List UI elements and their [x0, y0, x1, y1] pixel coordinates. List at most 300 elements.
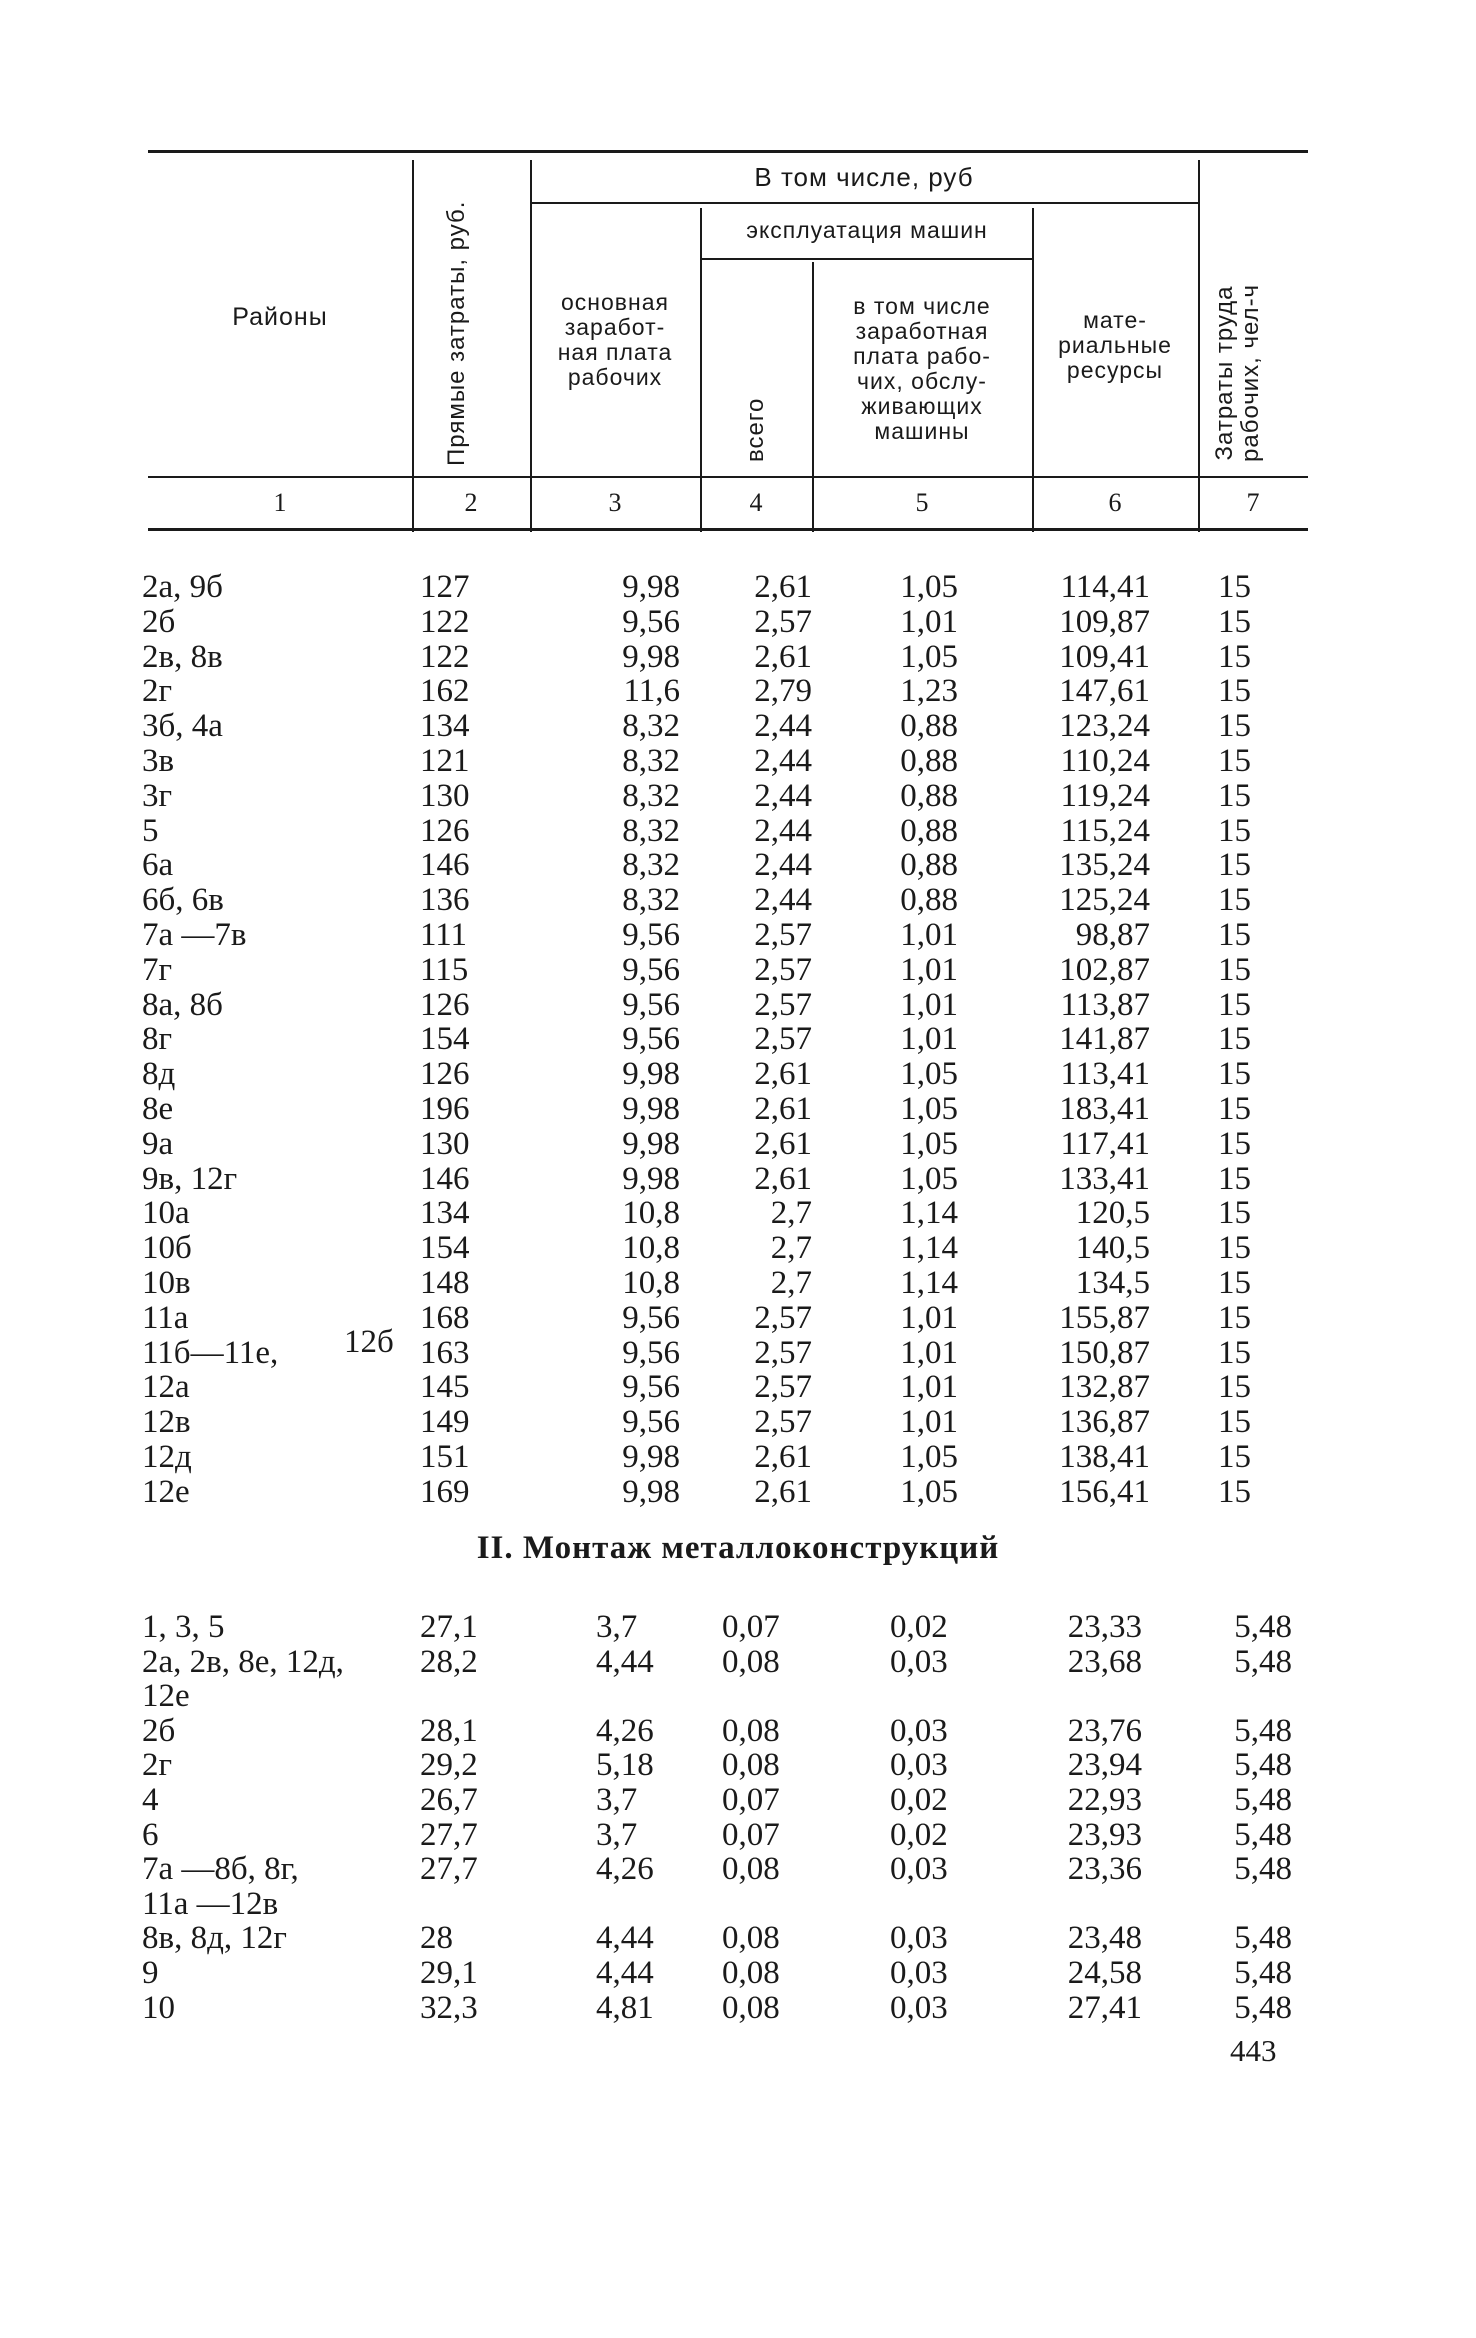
table-cell-col4: 0,08	[722, 1712, 780, 1749]
table-cell-col2: 148	[420, 1265, 470, 1301]
table-cell-col2: 149	[420, 1404, 470, 1441]
table-cell-col2: 130	[420, 777, 470, 814]
table-cell-col3: 9,98	[622, 1091, 680, 1127]
table-cell-col3: 4,44	[596, 1955, 654, 1991]
table-cell-col4: 2,61	[754, 638, 812, 675]
table-row	[0, 1162, 1476, 1197]
table-cell-col3: 9,56	[622, 917, 680, 953]
table-cell-col2: 27,7	[420, 1851, 478, 1888]
table-row	[0, 1610, 1476, 1645]
table-row	[0, 1818, 1476, 1853]
table-cell-col4: 2,57	[754, 951, 812, 988]
table-row	[0, 1440, 1476, 1475]
table-cell-col3: 9,98	[622, 569, 680, 605]
table-cell-col3: 8,32	[622, 708, 680, 745]
table-cell-col7: 15	[1218, 917, 1251, 953]
table-cell-col4: 2,44	[754, 708, 812, 745]
table-cell-col7: 15	[1218, 1021, 1251, 1058]
table-cell-col6: 156,41	[1059, 1473, 1150, 1510]
table-cell-col6: 134,5	[1075, 1265, 1150, 1301]
table-cell-col4: 0,08	[722, 1747, 780, 1784]
table-cell-col5: 1,23	[900, 673, 958, 710]
table-cell-col1: 7а —7в	[142, 917, 247, 953]
table-cell-col1: 3в	[142, 743, 175, 779]
table-cell-col1: 6а	[142, 847, 174, 884]
table-cell-col7: 5,48	[1234, 1989, 1292, 2026]
table-cell-col6: 135,24	[1059, 847, 1150, 884]
table-row	[0, 1852, 1476, 1887]
table-cell-col7: 15	[1218, 708, 1251, 745]
table-cell-col1: 2б	[142, 1712, 176, 1749]
table-cell-col4: 0,07	[722, 1816, 780, 1853]
table-cell-col7: 5,48	[1234, 1782, 1292, 1818]
table-row	[0, 1022, 1476, 1057]
table-cell-col1: 6б, 6в	[142, 882, 224, 919]
table-cell-col7: 15	[1218, 986, 1251, 1023]
column-number-6: 6	[1108, 488, 1122, 517]
table-cell-col7: 15	[1218, 1195, 1251, 1232]
table-cell-col3: 8,32	[622, 743, 680, 779]
table-row	[0, 570, 1476, 605]
table-cell-col5: 1,01	[900, 1021, 958, 1058]
table-cell-col6: 133,41	[1059, 1160, 1150, 1197]
table-cell-col1: 8а, 8б	[142, 986, 223, 1023]
table-cell-col7: 15	[1218, 743, 1251, 779]
table-cell-col3: 9,56	[622, 603, 680, 640]
table-cell-col1: 3б, 4а	[142, 708, 223, 745]
table-cell-col2: 115	[420, 951, 469, 988]
table-cell-col7: 5,48	[1234, 1955, 1292, 1991]
table-cell-col7: 5,48	[1234, 1920, 1292, 1957]
table-cell-col1: 11а —12в	[142, 1885, 279, 1922]
table-cell-col5: 1,05	[900, 1091, 958, 1127]
table-cell-col6: 132,87	[1059, 1369, 1150, 1406]
table-cell-col1: 10в	[142, 1265, 191, 1301]
table-row	[0, 1956, 1476, 1991]
table-cell-col4: 2,7	[770, 1265, 812, 1301]
table-cell-col4: 2,57	[754, 1404, 812, 1441]
table-row	[0, 1336, 1476, 1371]
table-cell-col2: 122	[420, 638, 470, 675]
table-cell-col3: 9,98	[622, 1125, 680, 1162]
table-cell-col7: 15	[1218, 882, 1251, 919]
table-cell-col1: 11а	[142, 1299, 189, 1336]
table-cell-col1: 8е	[142, 1091, 174, 1127]
table-cell-col5: 1,01	[900, 951, 958, 988]
table-cell-col1: 10б	[142, 1230, 192, 1267]
table-cell-col1: 8в, 8д, 12г	[142, 1920, 287, 1957]
table-cell-col6: 23,33	[1067, 1609, 1142, 1645]
table-cell-col2: 169	[420, 1473, 470, 1510]
table-row	[0, 1057, 1476, 1092]
table-cell-col4: 0,07	[722, 1609, 780, 1645]
table-cell-col5: 1,01	[900, 917, 958, 953]
table-cell-col2: 127	[420, 569, 470, 605]
table-cell-col1: 11б—11е,	[142, 1334, 279, 1371]
table-cell-col3: 3,7	[596, 1816, 638, 1853]
table-row	[0, 918, 1476, 953]
header-machines-total: всего	[742, 397, 769, 462]
table-cell-col6: 125,24	[1059, 882, 1150, 919]
table-cell-col7: 5,48	[1234, 1851, 1292, 1888]
table-row	[0, 1301, 1476, 1336]
table-cell-col3: 9,98	[622, 1160, 680, 1197]
table-cell-col2: 28,1	[420, 1712, 478, 1749]
table-cell-col4: 2,44	[754, 743, 812, 779]
table-cell-col2: 26,7	[420, 1782, 478, 1818]
table-cell-col6: 119,24	[1060, 777, 1150, 814]
table-cell-col6: 23,76	[1067, 1712, 1142, 1749]
table-cell-col5: 0,03	[890, 1643, 948, 1680]
table-cell-col2: 145	[420, 1369, 470, 1406]
table-row	[0, 988, 1476, 1023]
table-cell-col2: 121	[420, 743, 470, 779]
table-row	[0, 779, 1476, 814]
table-cell-col2: 29,1	[420, 1955, 478, 1991]
header-labor-costs: Затраты труда рабочих, чел-ч	[1211, 283, 1264, 462]
table-cell-col5: 0,03	[890, 1989, 948, 2026]
table-cell-col3: 10,8	[622, 1195, 680, 1232]
table-cell-col2: 196	[420, 1091, 470, 1127]
table-cell-col2: 27,1	[420, 1609, 478, 1645]
table-row	[0, 1092, 1476, 1127]
table-cell-col2: 122	[420, 603, 470, 640]
table-cell-col1: 2а, 2в, 8е, 12д,	[142, 1643, 344, 1680]
table-cell-col7: 15	[1218, 673, 1251, 710]
table-cell-col6: 24,58	[1067, 1955, 1142, 1991]
table-cell-col1: 2г	[142, 1747, 173, 1784]
table-cell-col3: 9,56	[622, 1404, 680, 1441]
table-row	[0, 1196, 1476, 1231]
table-cell-col5: 0,03	[890, 1955, 948, 1991]
table-cell-col3: 9,98	[622, 1439, 680, 1475]
table-cell-col6: 109,41	[1059, 638, 1150, 675]
table-cell-col1: 12а	[142, 1369, 190, 1406]
table-cell-col4: 2,57	[754, 603, 812, 640]
table-cell-col3: 9,56	[622, 951, 680, 988]
table-cell-col1: 2а, 9б	[142, 569, 223, 605]
table-cell-col6: 138,41	[1059, 1439, 1150, 1475]
table-cell-col4: 2,7	[770, 1230, 812, 1267]
table-cell-col3: 8,32	[622, 847, 680, 884]
table-cell-col5: 1,01	[900, 1404, 958, 1441]
table-cell-col2: 29,2	[420, 1747, 478, 1784]
header-direct-costs: Прямые затраты, руб.	[443, 200, 470, 466]
table-cell-col4: 2,57	[754, 1299, 812, 1336]
table-cell-col7: 15	[1218, 1439, 1251, 1475]
table-cell-col4: 2,61	[754, 1439, 812, 1475]
table-cell-col1: 2в, 8в	[142, 638, 223, 675]
table-cell-col2: 111	[420, 917, 468, 953]
table-cell-col4: 2,61	[754, 1473, 812, 1510]
table-cell-col5: 1,14	[900, 1265, 958, 1301]
table-cell-col3: 3,7	[596, 1609, 638, 1645]
table-cell-col7: 15	[1218, 1299, 1251, 1336]
table-cell-col6: 102,87	[1059, 951, 1150, 988]
table-cell-col3: 9,56	[622, 1369, 680, 1406]
table-cell-col7: 15	[1218, 1404, 1251, 1441]
table-cell-col3: 3,7	[596, 1782, 638, 1818]
table-cell-col1: 9	[142, 1955, 159, 1991]
table-cell-col3: 9,56	[622, 1299, 680, 1336]
table-row	[0, 953, 1476, 988]
table-cell-col5: 1,01	[900, 1369, 958, 1406]
table-cell-col3: 9,98	[622, 638, 680, 675]
table-cell-col6: 114,41	[1060, 569, 1150, 605]
table-cell-col2: 134	[420, 1195, 470, 1232]
column-number-5: 5	[915, 488, 929, 517]
table-cell-col7: 5,48	[1234, 1712, 1292, 1749]
table-cell-col6: 23,48	[1067, 1920, 1142, 1957]
table-cell-col1: 9а	[142, 1125, 174, 1162]
table-cell-col5: 0,03	[890, 1712, 948, 1749]
table-cell-col5: 0,88	[900, 882, 958, 919]
table-cell-col3: 8,32	[622, 882, 680, 919]
table-cell-col3: 9,98	[622, 1473, 680, 1510]
header-base-wage: основная заработ- ная плата рабочих	[557, 289, 673, 390]
table-cell-col2: 162	[420, 673, 470, 710]
table-row	[0, 1991, 1476, 2026]
table-cell-col6: 109,87	[1059, 603, 1150, 640]
table-cell-col5: 0,02	[890, 1816, 948, 1853]
table-row	[0, 883, 1476, 918]
table-cell-col2: 126	[420, 986, 470, 1023]
table-cell-col5: 0,88	[900, 708, 958, 745]
column-number-1: 1	[273, 488, 287, 517]
table-cell-col7: 15	[1218, 1473, 1251, 1510]
table-cell-col5: 1,01	[900, 603, 958, 640]
table-cell-col4: 2,44	[754, 882, 812, 919]
table-cell-col1: 3г	[142, 777, 173, 814]
table-cell-col6: 136,87	[1059, 1404, 1150, 1441]
table-cell-col1: 8г	[142, 1021, 173, 1058]
table-cell-col6: 183,41	[1059, 1091, 1150, 1127]
table-row	[0, 1748, 1476, 1783]
table-cell-col5: 1,05	[900, 569, 958, 605]
table-cell-col4: 2,44	[754, 777, 812, 814]
table-cell-col4: 2,79	[754, 673, 812, 710]
table-header	[148, 150, 1308, 535]
table-cell-col1: 7а —8б, 8г,	[142, 1851, 299, 1888]
column-number-3: 3	[608, 488, 622, 517]
table-row	[0, 1231, 1476, 1266]
table-cell-col1: 8д	[142, 1056, 176, 1093]
table-cell-col3: 5,18	[596, 1747, 654, 1784]
table-cell-col7: 15	[1218, 847, 1251, 884]
column-number-7: 7	[1246, 488, 1260, 517]
table-row	[0, 848, 1476, 883]
table-cell-col1: 12е	[142, 1678, 190, 1715]
table-cell-col5: 1,05	[900, 1160, 958, 1197]
table-cell-col1: 2г	[142, 673, 173, 710]
table-cell-col5: 1,05	[900, 1125, 958, 1162]
table-cell-col2: 136	[420, 882, 470, 919]
table-row	[0, 814, 1476, 849]
table-cell-col5: 1,01	[900, 986, 958, 1023]
table-cell-col4: 0,08	[722, 1955, 780, 1991]
table-cell-col4: 2,44	[754, 847, 812, 884]
table-cell-col1: 10а	[142, 1195, 190, 1232]
table-cell-col7: 15	[1218, 1369, 1251, 1406]
table-row	[0, 1714, 1476, 1749]
table-cell-col1: 12д	[142, 1439, 192, 1475]
table-cell-col6: 110,24	[1060, 743, 1150, 779]
table-cell-col2: 126	[420, 812, 470, 849]
table-cell-col6: 147,61	[1059, 673, 1150, 710]
table-cell-col6: 150,87	[1059, 1334, 1150, 1371]
table-row	[0, 674, 1476, 709]
table-cell-col1: 2б	[142, 603, 176, 640]
header-including-rub: В том числе, руб	[754, 162, 974, 192]
table-cell-col2: 28,2	[420, 1643, 478, 1680]
table-row	[0, 605, 1476, 640]
table-cell-col7: 15	[1218, 638, 1251, 675]
table-cell-col1: 9в, 12г	[142, 1160, 238, 1197]
table-cell-col2: 27,7	[420, 1816, 478, 1853]
table-cell-col3: 10,8	[622, 1230, 680, 1267]
table-cell-col3: 4,26	[596, 1712, 654, 1749]
table-cell-col7: 5,48	[1234, 1816, 1292, 1853]
table-cell-col5: 0,03	[890, 1851, 948, 1888]
table-cell-col5: 0,88	[900, 847, 958, 884]
table-cell-col2: 168	[420, 1299, 470, 1336]
table-cell-col6: 113,41	[1060, 1056, 1150, 1093]
table-cell-col7: 5,48	[1234, 1643, 1292, 1680]
table-cell-col3: 8,32	[622, 777, 680, 814]
table-cell-col3: 9,56	[622, 986, 680, 1023]
table-cell-col2: 134	[420, 708, 470, 745]
table-cell-col5: 0,02	[890, 1609, 948, 1645]
table-cell-col3: 8,32	[622, 812, 680, 849]
table-cell-col5: 1,05	[900, 1439, 958, 1475]
table-row	[0, 1921, 1476, 1956]
table-cell-col4: 2,61	[754, 1160, 812, 1197]
table-cell-col2: 151	[420, 1439, 470, 1475]
table-cell-col4: 2,44	[754, 812, 812, 849]
table-cell-col2: 28	[420, 1920, 453, 1957]
table-cell-col5: 1,05	[900, 1473, 958, 1510]
table-row	[0, 1645, 1476, 1680]
row-extra-label: 12б	[344, 1324, 394, 1360]
table-cell-col2: 146	[420, 847, 470, 884]
table-row	[0, 1475, 1476, 1510]
table-cell-col6: 120,5	[1075, 1195, 1150, 1232]
table-cell-col1: 4	[142, 1782, 159, 1818]
table-cell-col4: 0,07	[722, 1782, 780, 1818]
table-row	[0, 709, 1476, 744]
table-cell-col1: 10	[142, 1989, 175, 2026]
table-cell-col6: 98,87	[1075, 917, 1150, 953]
table-cell-col3: 9,56	[622, 1334, 680, 1371]
table-cell-col1: 7г	[142, 951, 173, 988]
table-cell-col7: 5,48	[1234, 1609, 1292, 1645]
table-cell-col4: 2,57	[754, 1021, 812, 1058]
table-cell-col5: 0,03	[890, 1920, 948, 1957]
table-row	[0, 1266, 1476, 1301]
table-cell-col7: 15	[1218, 1091, 1251, 1127]
table-cell-col6: 23,93	[1067, 1816, 1142, 1853]
section-title: II. Монтаж металлоконструкций	[476, 1530, 1000, 1566]
table-cell-col5: 0,88	[900, 743, 958, 779]
table-row	[0, 1887, 1476, 1922]
table-cell-col7: 15	[1218, 1265, 1251, 1301]
table-cell-col4: 0,08	[722, 1989, 780, 2026]
table-cell-col6: 23,36	[1067, 1851, 1142, 1888]
table-cell-col7: 15	[1218, 1125, 1251, 1162]
table-cell-col1: 1, 3, 5	[142, 1609, 225, 1645]
table-cell-col3: 4,44	[596, 1643, 654, 1680]
table-cell-col4: 2,57	[754, 986, 812, 1023]
table-cell-col3: 4,81	[596, 1989, 654, 2026]
table-cell-col4: 2,7	[770, 1195, 812, 1232]
table-cell-col6: 23,68	[1067, 1643, 1142, 1680]
table-cell-col4: 2,57	[754, 1369, 812, 1406]
table-cell-col6: 123,24	[1059, 708, 1150, 745]
table-cell-col3: 4,44	[596, 1920, 654, 1957]
table-cell-col6: 27,41	[1067, 1989, 1142, 2026]
table-cell-col4: 0,08	[722, 1851, 780, 1888]
table-cell-col5: 1,14	[900, 1195, 958, 1232]
table-cell-col5: 0,03	[890, 1747, 948, 1784]
table-cell-col3: 4,26	[596, 1851, 654, 1888]
table-cell-col4: 2,61	[754, 1091, 812, 1127]
table-cell-col5: 0,02	[890, 1782, 948, 1818]
table-cell-col7: 15	[1218, 951, 1251, 988]
table-cell-col6: 140,5	[1075, 1230, 1150, 1267]
table-cell-col3: 10,8	[622, 1265, 680, 1301]
page-number: 443	[1230, 2033, 1277, 2068]
table-row	[0, 640, 1476, 675]
table-row	[0, 1783, 1476, 1818]
table-cell-col4: 2,61	[754, 1125, 812, 1162]
table-cell-col4: 2,61	[754, 1056, 812, 1093]
table-cell-col6: 115,24	[1060, 812, 1150, 849]
table-row	[0, 1370, 1476, 1405]
table-cell-col4: 2,57	[754, 917, 812, 953]
table-cell-col1: 12е	[142, 1473, 190, 1510]
table-cell-col1: 6	[142, 1816, 159, 1853]
table-cell-col7: 15	[1218, 1160, 1251, 1197]
table-cell-col7: 15	[1218, 1334, 1251, 1371]
table-cell-col2: 32,3	[420, 1989, 478, 2026]
table-cell-col7: 15	[1218, 1230, 1251, 1267]
column-number-2: 2	[464, 488, 478, 517]
table-cell-col4: 0,08	[722, 1920, 780, 1957]
header-material-resources: мате- риальные ресурсы	[1058, 307, 1172, 383]
table-cell-col7: 15	[1218, 777, 1251, 814]
table-cell-col5: 0,88	[900, 777, 958, 814]
table-row	[0, 1679, 1476, 1714]
table-cell-col3: 11,6	[623, 673, 680, 710]
table-cell-col4: 0,08	[722, 1643, 780, 1680]
table-cell-col6: 113,87	[1060, 986, 1150, 1023]
table-cell-col7: 5,48	[1234, 1747, 1292, 1784]
column-number-4: 4	[749, 488, 763, 517]
table-cell-col6: 22,93	[1067, 1782, 1142, 1818]
table-cell-col6: 117,41	[1060, 1125, 1150, 1162]
table-cell-col6: 23,94	[1067, 1747, 1142, 1784]
table-cell-col5: 1,14	[900, 1230, 958, 1267]
table-cell-col5: 1,05	[900, 1056, 958, 1093]
table-cell-col3: 9,98	[622, 1056, 680, 1093]
table-cell-col6: 155,87	[1059, 1299, 1150, 1336]
table-row	[0, 1127, 1476, 1162]
table-cell-col2: 154	[420, 1021, 470, 1058]
table-cell-col2: 130	[420, 1125, 470, 1162]
table-cell-col5: 1,01	[900, 1299, 958, 1336]
table-cell-col5: 1,01	[900, 1334, 958, 1371]
table-cell-col2: 146	[420, 1160, 470, 1197]
